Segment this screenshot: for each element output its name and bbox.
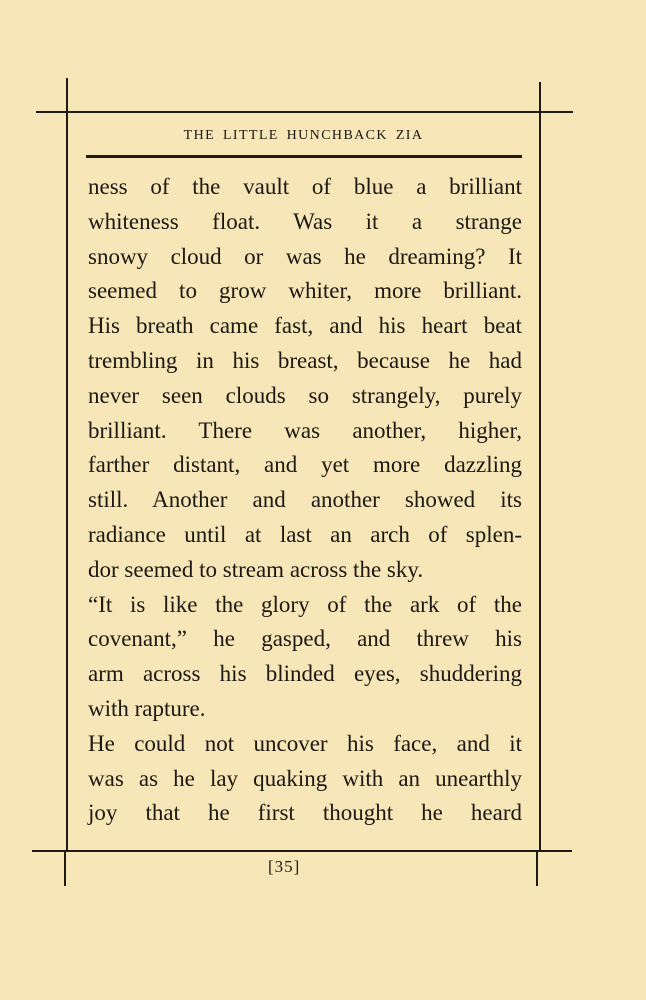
text-line: His breath came fast, and his heart beat <box>88 313 522 339</box>
text-line: ness of the vault of blue a brilliant <box>88 174 522 199</box>
frame-right-rule <box>539 114 541 852</box>
page-body <box>88 170 522 831</box>
text-line: trembling in his breast, because he had <box>88 347 522 373</box>
text-line: seemed to grow whiter, more brilliant. <box>88 278 522 304</box>
frame-right-top-rule <box>539 82 541 114</box>
text-line: joy that he first thought he heard <box>88 800 522 826</box>
text-line: was as he lay quaking with an unearthly <box>88 765 522 791</box>
frame-left-rule <box>66 110 68 852</box>
text-line: with rapture. <box>88 695 206 721</box>
text-line: farther distant, and yet more dazzling <box>88 452 522 478</box>
text-line: dor seemed to stream across the sky. <box>88 556 424 582</box>
frame-left-top-rule <box>66 78 68 110</box>
text-line: “It is like the glory of the ark of the <box>88 591 522 617</box>
text-line: radiance until at last an arch of splen- <box>88 521 522 547</box>
text-line: whiteness float. Was it a strange <box>88 208 522 234</box>
text-line: never seen clouds so strangely, purely <box>88 382 522 408</box>
text-line: snowy cloud or was he dreaming? It <box>88 243 522 269</box>
text-line: still. Another and another showed its <box>88 487 522 513</box>
running-head: THE LITTLE HUNCHBACK ZIA <box>183 128 424 143</box>
text-line: covenant,” he gasped, and threw his <box>88 626 522 652</box>
page-number: [35] <box>268 857 301 876</box>
frame-right-bottom-rule <box>536 852 538 886</box>
frame-left-bottom-rule <box>64 852 66 886</box>
text-line: arm across his blinded eyes, shuddering <box>88 661 522 687</box>
running-head-rule <box>86 155 522 158</box>
frame-bottom-rule <box>32 850 572 852</box>
frame-top-rule <box>36 111 573 113</box>
text-line: brilliant. There was another, higher, <box>88 417 522 443</box>
text-line: He could not uncover his face, and it <box>88 730 522 756</box>
